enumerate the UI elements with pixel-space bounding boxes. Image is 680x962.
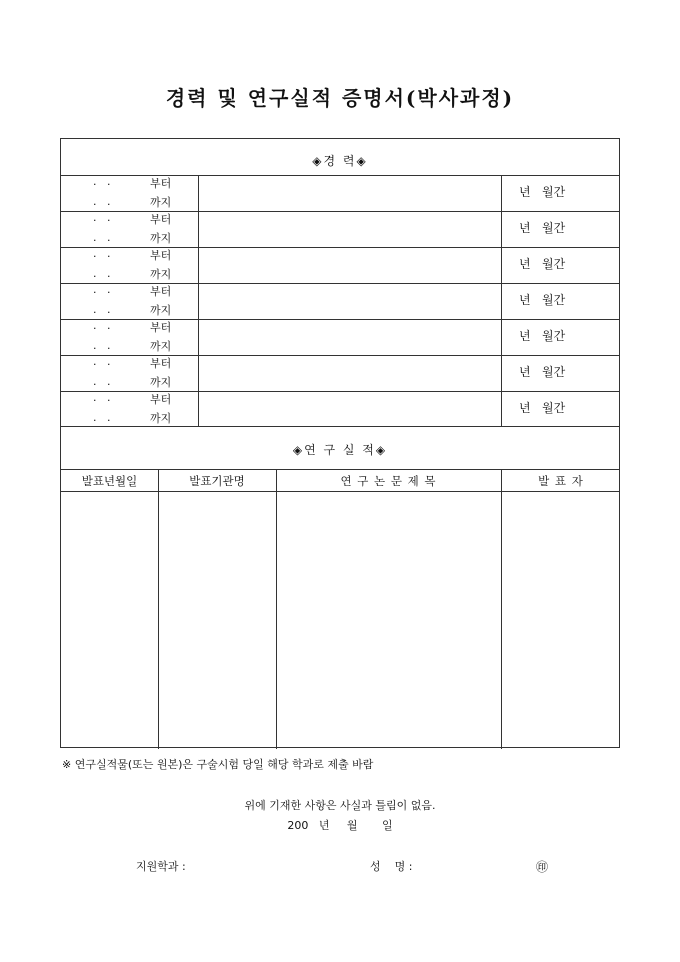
research-presenter-cell[interactable] xyxy=(502,492,620,747)
career-duration: 년 월간 xyxy=(519,401,566,415)
career-to-label: 까지 xyxy=(150,340,172,353)
column-header-date: 발표년월일 xyxy=(81,474,138,488)
divider xyxy=(61,391,619,392)
divider xyxy=(61,247,619,248)
career-from-label: 부터 xyxy=(150,213,172,226)
divider xyxy=(198,175,199,426)
career-to-date: . . xyxy=(93,411,111,424)
research-title-cell[interactable] xyxy=(277,492,501,747)
form-table xyxy=(60,138,620,748)
career-to-date: . . xyxy=(93,339,111,352)
divider xyxy=(501,175,502,426)
career-from-label: 부터 xyxy=(150,285,172,298)
career-to-date: . . xyxy=(93,303,111,316)
divider xyxy=(61,426,619,427)
career-to-date: . . xyxy=(93,231,111,244)
career-from-label: 부터 xyxy=(150,357,172,370)
applicant-department-label: 지원학과 : xyxy=(136,860,186,873)
seal-icon: ㊞ xyxy=(536,860,549,874)
career-duration: 년 월간 xyxy=(519,257,566,271)
divider xyxy=(61,211,619,212)
career-to-label: 까지 xyxy=(150,412,172,425)
career-to-date: . . xyxy=(93,375,111,388)
career-description-cell[interactable] xyxy=(199,284,500,318)
career-duration: 년 월간 xyxy=(519,185,566,199)
career-from-date: · · xyxy=(93,214,111,227)
declaration-text: 위에 기재한 사항은 사실과 틀림이 없음. xyxy=(244,799,436,812)
research-institution-cell[interactable] xyxy=(159,492,276,747)
career-duration: 년 월간 xyxy=(519,293,566,307)
career-from-date: · · xyxy=(93,178,111,191)
divider xyxy=(61,319,619,320)
career-to-label: 까지 xyxy=(150,196,172,209)
career-from-label: 부터 xyxy=(150,249,172,262)
date-line: 200 년 월 일 xyxy=(287,819,393,832)
career-from-date: · · xyxy=(93,250,111,263)
career-to-date: . . xyxy=(93,195,111,208)
research-date-cell[interactable] xyxy=(61,492,158,747)
career-description-cell[interactable] xyxy=(199,176,500,210)
career-from-date: · · xyxy=(93,358,111,371)
divider xyxy=(61,355,619,356)
column-header-paper-title: 연 구 논 문 제 목 xyxy=(340,474,437,488)
career-from-label: 부터 xyxy=(150,393,172,406)
career-duration: 년 월간 xyxy=(519,365,566,379)
column-header-presenter: 발 표 자 xyxy=(538,474,584,488)
career-to-label: 까지 xyxy=(150,376,172,389)
career-to-label: 까지 xyxy=(150,232,172,245)
career-section-header: ◈경 력◈ xyxy=(312,154,368,168)
career-from-date: · · xyxy=(93,394,111,407)
document-title: 경력 및 연구실적 증명서(박사과정) xyxy=(165,86,515,110)
career-description-cell[interactable] xyxy=(199,392,500,426)
career-description-cell[interactable] xyxy=(199,320,500,354)
career-to-label: 까지 xyxy=(150,304,172,317)
divider xyxy=(61,469,619,470)
column-header-institution: 발표기관명 xyxy=(189,474,245,488)
career-description-cell[interactable] xyxy=(199,248,500,282)
career-description-cell[interactable] xyxy=(199,356,500,390)
career-from-date: · · xyxy=(93,286,111,299)
career-from-label: 부터 xyxy=(150,177,172,190)
career-to-date: . . xyxy=(93,267,111,280)
submission-note: ※ 연구실적물(또는 원본)은 구술시험 당일 해당 학과로 제출 바람 xyxy=(62,758,374,771)
career-duration: 년 월간 xyxy=(519,329,566,343)
career-from-date: · · xyxy=(93,322,111,335)
career-description-cell[interactable] xyxy=(199,212,500,246)
career-to-label: 까지 xyxy=(150,268,172,281)
research-section-header: ◈연 구 실 적◈ xyxy=(292,443,388,457)
applicant-name-label: 성 명 : xyxy=(370,860,413,873)
career-duration: 년 월간 xyxy=(519,221,566,235)
divider xyxy=(61,283,619,284)
career-from-label: 부터 xyxy=(150,321,172,334)
